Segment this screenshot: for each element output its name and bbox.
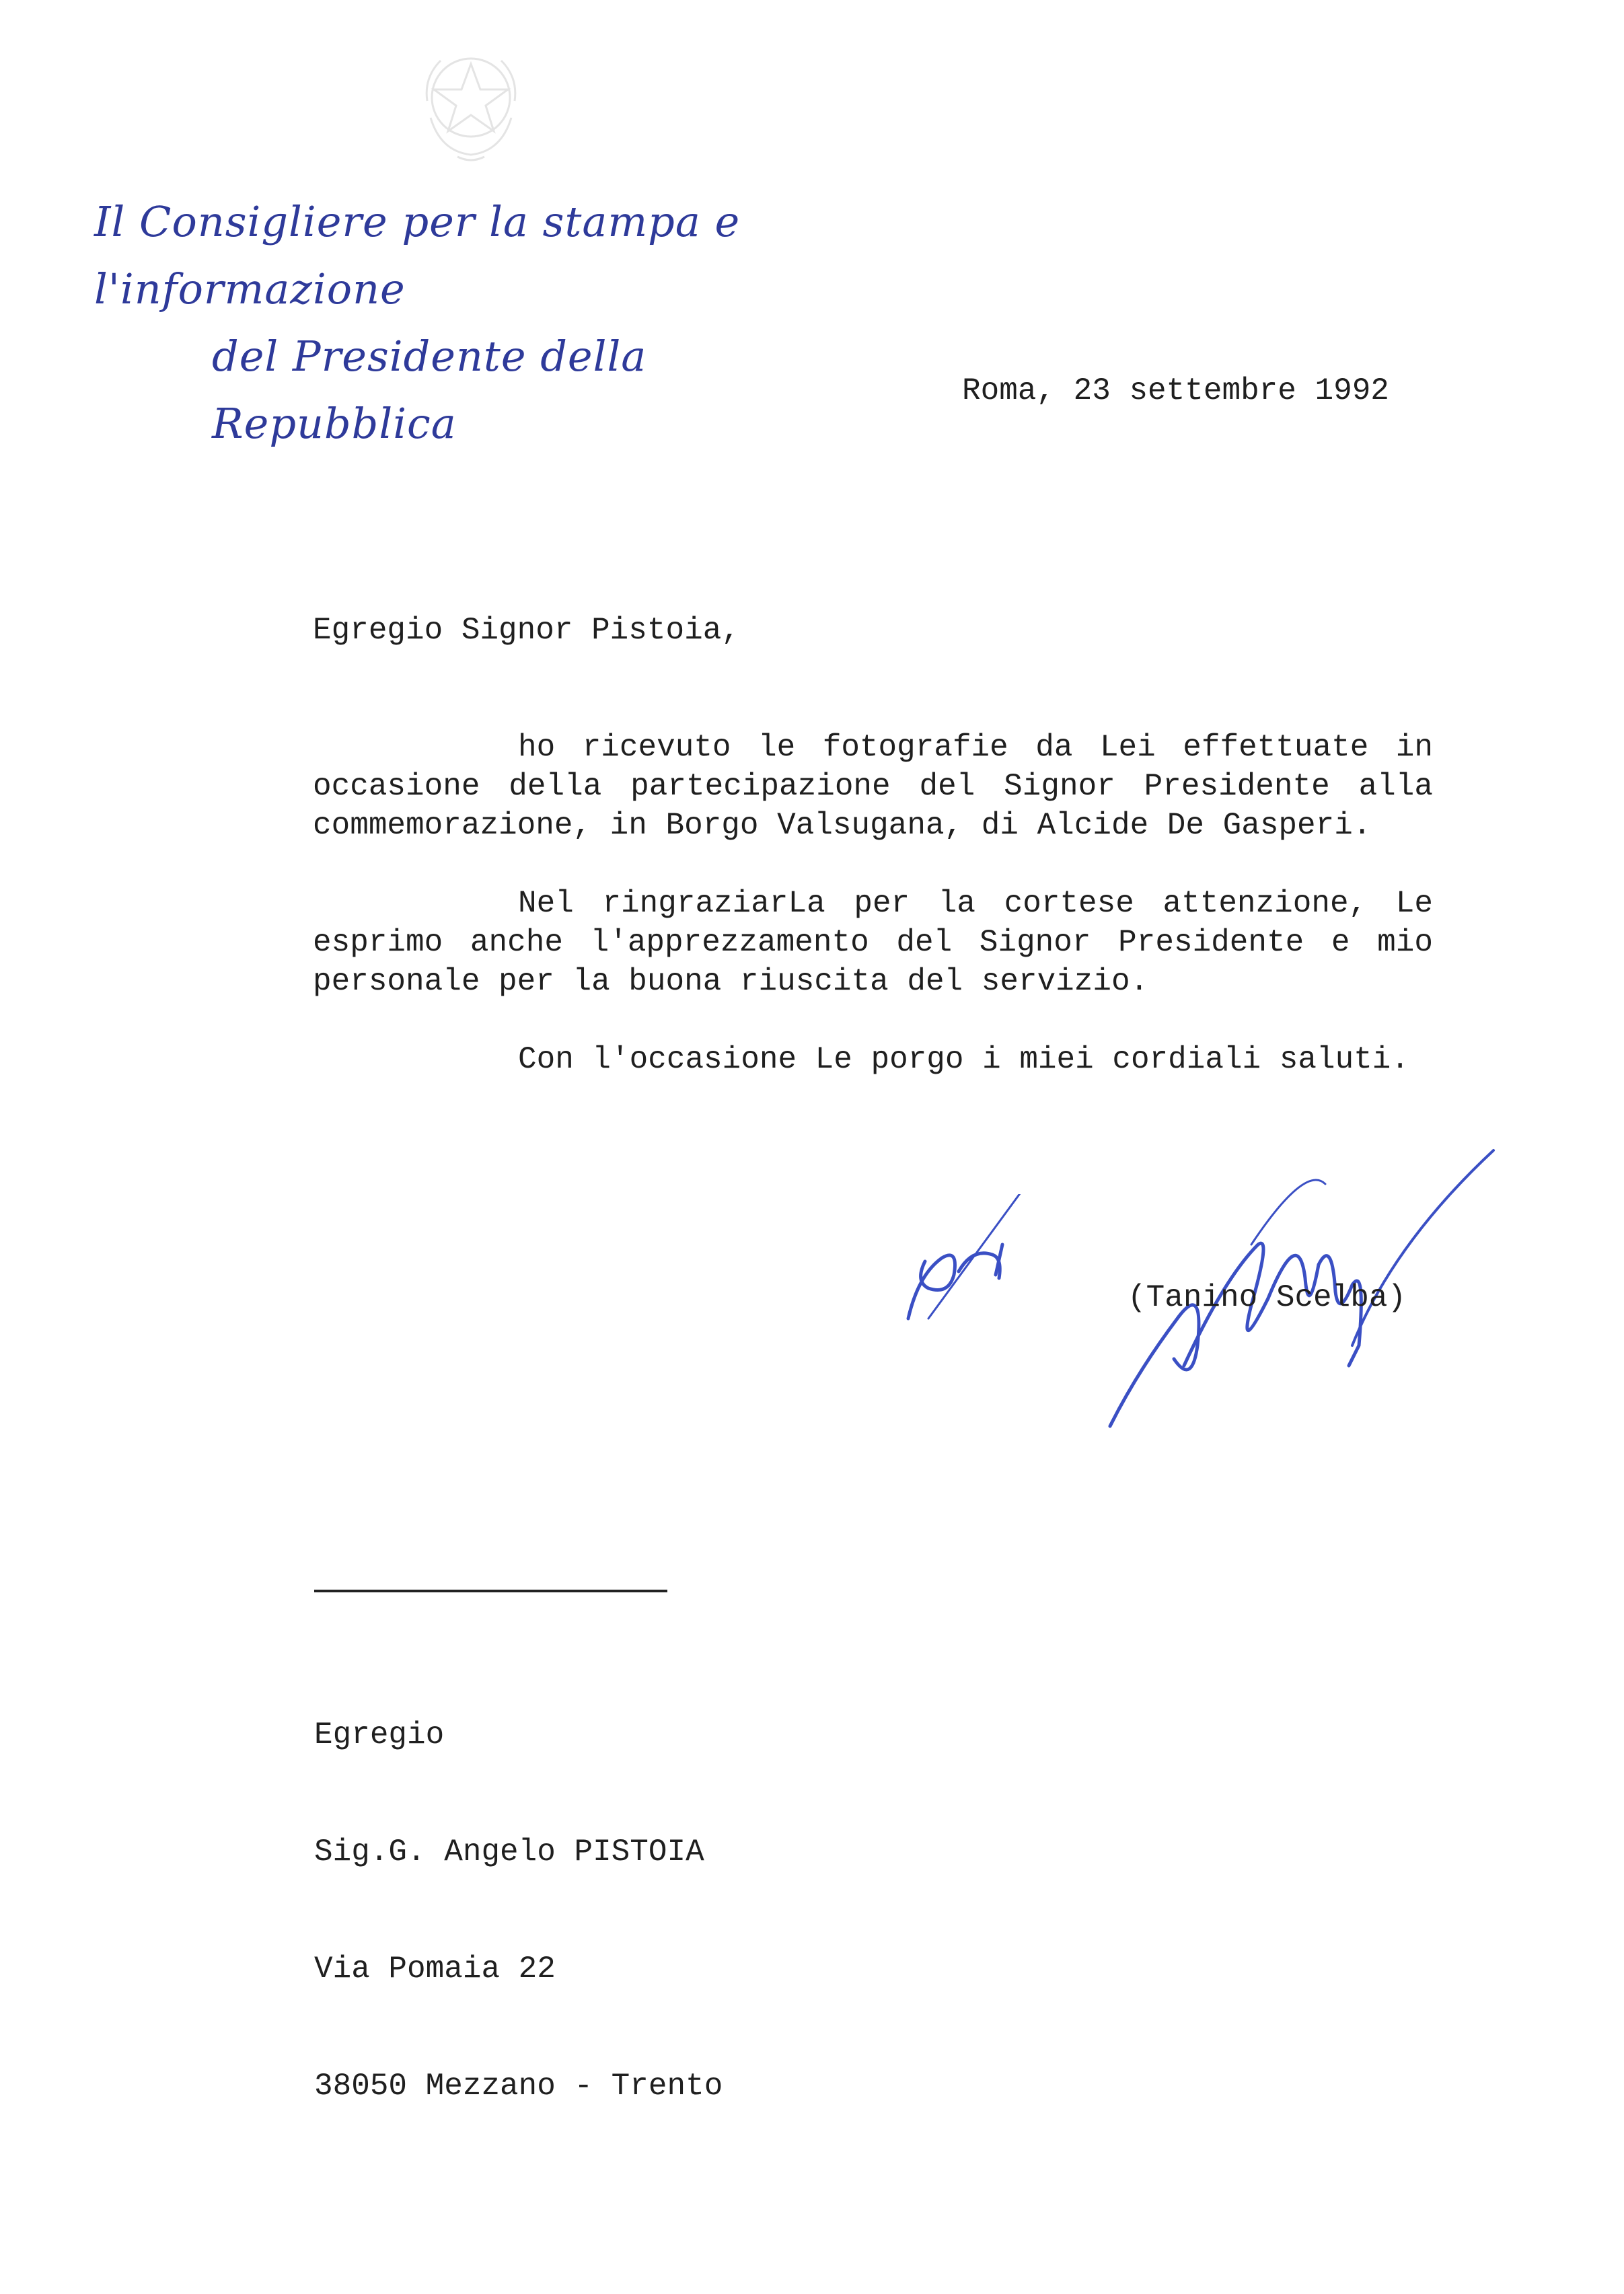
address-divider bbox=[314, 1590, 667, 1592]
letterhead-line-2: del Presidente della Repubblica bbox=[212, 332, 647, 448]
letterhead-line-1: Il Consigliere per la stampa e l'informazione bbox=[94, 197, 741, 313]
republic-emblem-icon bbox=[410, 37, 531, 165]
address-line-2: Sig.G. Angelo PISTOIA bbox=[314, 1835, 704, 1870]
address-line-3: Via Pomaia 22 bbox=[314, 1952, 556, 1987]
letter-body bbox=[313, 728, 1433, 1118]
address-line-1: Egregio bbox=[314, 1717, 445, 1752]
address-line-4: 38050 Mezzano - Trento bbox=[314, 2069, 723, 2104]
signatory-name: (Tanino Scelba) bbox=[1128, 1280, 1407, 1315]
recipient-address bbox=[314, 1637, 723, 2145]
letter-date: Roma, 23 settembre 1992 bbox=[962, 373, 1389, 408]
salutation: Egregio Signor Pistoia, bbox=[313, 613, 740, 648]
body-paragraph-3: Con l'occasione Le porgo i miei cordiali saluti. bbox=[518, 1042, 1410, 1077]
letterhead bbox=[94, 188, 901, 457]
handwritten-initials bbox=[901, 1194, 1029, 1332]
body-paragraph-1: ho ricevuto le fotografie da Lei effettuate in occasione della partecipazione del Signor Presidente alla commemorazione, in Borgo Valsugana, di Alcide De Gasperi. bbox=[313, 730, 1433, 843]
body-paragraph-2: Nel ringraziarLa per la cortese attenzione, Le esprimo anche l'apprezzamento del Signor Presidente e mio personale per la buona riuscita del servizio. bbox=[313, 886, 1433, 999]
